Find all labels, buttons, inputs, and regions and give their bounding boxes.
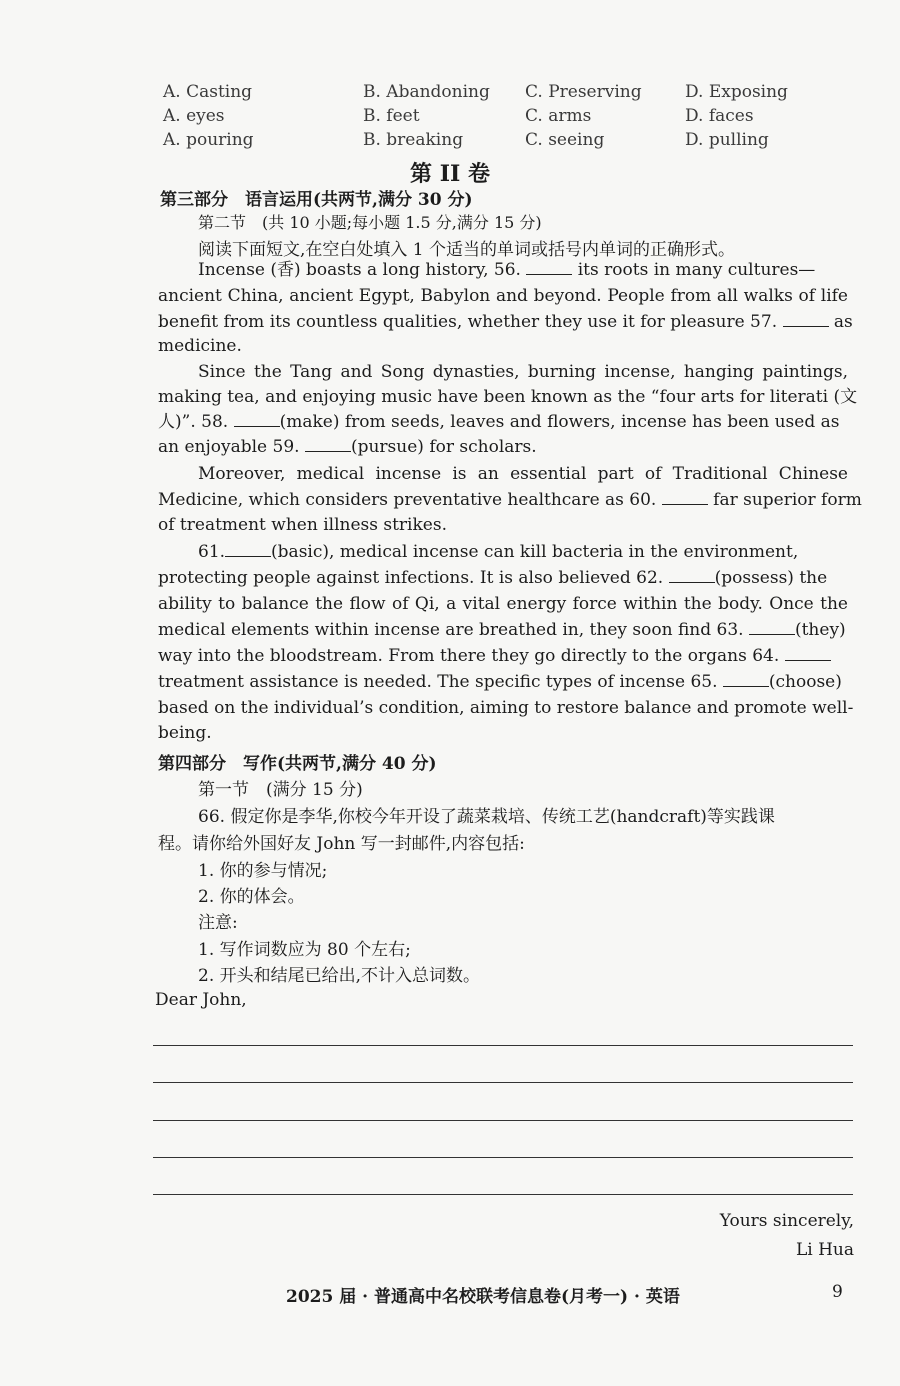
writing-content-2: 2. 你的体会。 xyxy=(198,887,305,907)
writing-line-4[interactable] xyxy=(153,1157,853,1158)
passage-line-1: Incense (香) boasts a long history, 56. its roots in many cultures— xyxy=(198,260,816,280)
writing-line-1[interactable] xyxy=(153,1045,853,1046)
writing-note-label: 注意: xyxy=(198,913,238,933)
writing-content-1: 1. 你的参与情况; xyxy=(198,861,328,881)
passage-line-10: Medicine, which considers preventative healthcare as 60. far superior form xyxy=(158,490,862,510)
passage-line-13: protecting people against infections. It is also believed 62. (possess) the xyxy=(158,568,828,588)
page-number: 9 xyxy=(832,1282,843,1302)
part3-section2-heading: 第二节 (共 10 小题;每小题 1.5 分,满分 15 分) xyxy=(198,213,542,232)
blank-56[interactable] xyxy=(526,260,572,275)
writing-prompt-line-2: 程。请你给外国好友 John 写一封邮件,内容包括: xyxy=(158,834,525,854)
writing-note-2: 2. 开头和结尾已给出,不计入总词数。 xyxy=(198,966,481,986)
letter-signature: Li Hua xyxy=(795,1240,854,1260)
blank-65[interactable] xyxy=(723,672,769,687)
option-55-d: D. pulling xyxy=(685,130,769,150)
writing-note-1: 1. 写作词数应为 80 个左右; xyxy=(198,940,411,960)
blank-63[interactable] xyxy=(749,620,795,635)
passage-line-14: ability to balance the flow of Qi, a vital energy force within the body. Once the xyxy=(158,594,848,614)
option-54-d: D. faces xyxy=(685,106,754,126)
passage-line-19: being. xyxy=(158,723,212,743)
passage-line-18: based on the individual’s condition, aiming to restore balance and promote well- xyxy=(158,698,854,718)
option-53-b: B. Abandoning xyxy=(363,82,490,102)
passage-line-3: benefit from its countless qualities, whether they use it for pleasure 57. as xyxy=(158,312,853,332)
writing-line-2[interactable] xyxy=(153,1082,853,1083)
passage-line-9: Moreover, medical incense is an essential part of Traditional Chinese xyxy=(198,464,848,484)
passage-line-7: 人)”. 58. (make) from seeds, leaves and flowers, incense has been used as xyxy=(158,412,840,432)
passage-line-8: an enjoyable 59. (pursue) for scholars. xyxy=(158,437,537,457)
volume-title: 第 II 卷 xyxy=(410,161,490,187)
blank-61[interactable] xyxy=(225,542,271,557)
writing-prompt-line-1: 66. 假定你是李华,你校今年开设了蔬菜栽培、传统工艺(handcraft)等实践课 xyxy=(198,807,775,827)
option-53-d: D. Exposing xyxy=(685,82,788,102)
option-54-a: A. eyes xyxy=(163,106,225,126)
letter-greeting: Dear John, xyxy=(155,990,247,1010)
blank-59[interactable] xyxy=(305,437,351,452)
part4-section1-heading: 第一节 (满分 15 分) xyxy=(198,780,363,800)
part4-heading: 第四部分 写作(共两节,满分 40 分) xyxy=(158,754,437,774)
passage-line-15: medical elements within incense are breathed in, they soon find 63. (they) xyxy=(158,620,846,640)
blank-58[interactable] xyxy=(234,412,280,427)
footer-title: 2025 届 · 普通高中名校联考信息卷(月考一) · 英语 xyxy=(286,1287,680,1307)
passage-line-11: of treatment when illness strikes. xyxy=(158,515,447,535)
part3-instruction: 阅读下面短文,在空白处填入 1 个适当的单词或括号内单词的正确形式。 xyxy=(198,240,736,260)
option-54-c: C. arms xyxy=(525,106,592,126)
option-55-a: A. pouring xyxy=(163,130,254,150)
blank-60[interactable] xyxy=(662,490,708,505)
blank-57[interactable] xyxy=(783,312,829,327)
passage-line-16: way into the bloodstream. From there they go directly to the organs 64. xyxy=(158,645,848,667)
option-54-b: B. feet xyxy=(363,106,420,126)
passage-line-4: medicine. xyxy=(158,336,242,356)
writing-line-3[interactable] xyxy=(153,1120,853,1121)
blank-64[interactable] xyxy=(785,646,831,661)
passage-line-6: making tea, and enjoying music have been known as the “four arts for literati (文 xyxy=(158,387,858,407)
option-53-c: C. Preserving xyxy=(525,82,642,102)
passage-line-17: treatment assistance is needed. The specific types of incense 65. (choose) xyxy=(158,672,842,692)
blank-62[interactable] xyxy=(669,568,715,583)
option-55-c: C. seeing xyxy=(525,130,605,150)
passage-line-2: ancient China, ancient Egypt, Babylon and beyond. People from all walks of life xyxy=(158,286,848,306)
option-53-a: A. Casting xyxy=(163,82,253,102)
writing-line-5[interactable] xyxy=(153,1194,853,1195)
option-55-b: B. breaking xyxy=(363,130,464,150)
passage-line-12: 61. (basic), medical incense can kill bacteria in the environment, xyxy=(198,542,799,562)
letter-closing: Yours sincerely, xyxy=(719,1211,854,1231)
part3-heading: 第三部分 语言运用(共两节,满分 30 分) xyxy=(160,190,473,210)
passage-line-5: Since the Tang and Song dynasties, burning incense, hanging paintings, xyxy=(198,362,848,382)
